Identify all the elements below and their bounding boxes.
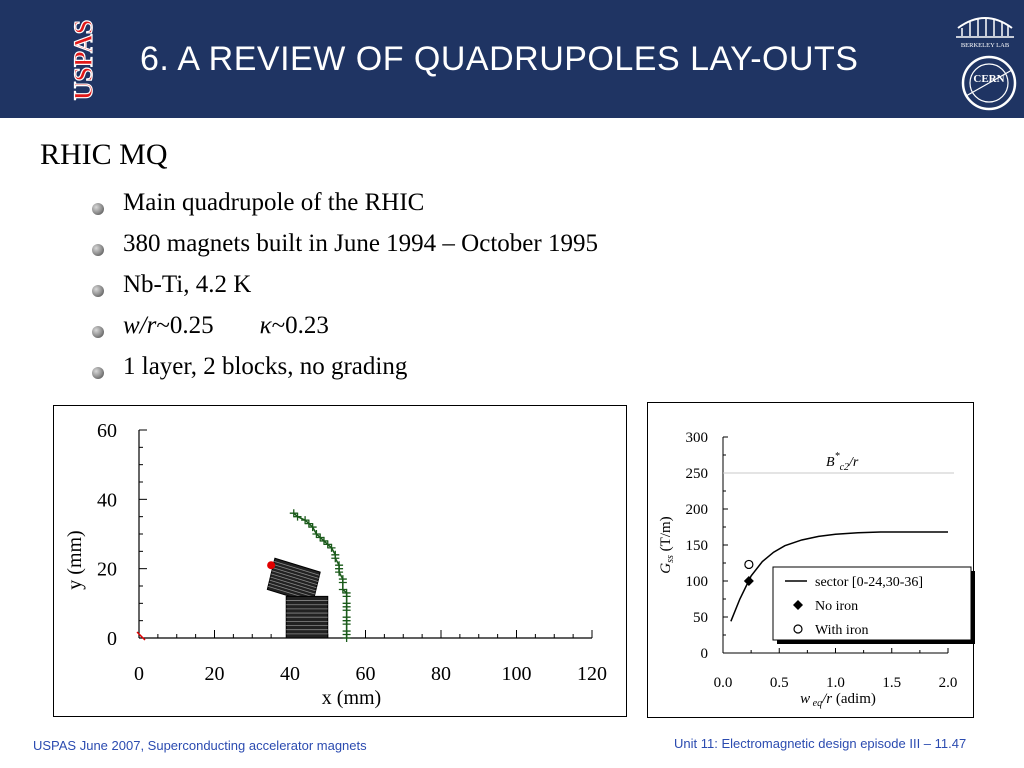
x-tick-label: 120 <box>577 663 607 685</box>
y-tick-label: 250 <box>685 466 708 482</box>
origin-marker <box>137 632 145 640</box>
iron-profile-point <box>339 579 347 587</box>
bullet-text: Nb-Ti, 4.2 K <box>123 271 252 298</box>
x-tick-label: 0.5 <box>769 675 789 691</box>
iron-profile-point <box>343 592 351 600</box>
x-tick-label: 0 <box>134 663 144 685</box>
x-tick-label: 80 <box>431 663 451 685</box>
wr-label: w/r <box>123 312 157 339</box>
y-tick-label: 60 <box>97 420 117 442</box>
legend <box>773 567 975 644</box>
bullet-text: 1 layer, 2 blocks, no grading <box>123 353 408 380</box>
y-tick-label: 150 <box>685 538 708 554</box>
series-with-iron-point <box>745 560 753 568</box>
slide-title: 6. A REVIEW OF QUADRUPOLES LAY-OUTS <box>140 40 859 78</box>
berkeley-lab-logo-text: BERKELEY LAB <box>960 42 1010 49</box>
iron-profile-point <box>343 634 351 642</box>
bullet-icon <box>92 285 104 297</box>
series-no-iron-point <box>744 576 754 586</box>
cern-logo <box>958 52 1020 114</box>
footer-unit: Unit 11: Electromagnetic design episode III – 11.47 <box>674 736 967 751</box>
x-axis-title: w $_{eq}$/r (adim) <box>800 691 876 709</box>
uspas-logo-text: USPAS <box>69 19 98 101</box>
y-tick-label: 0 <box>700 646 708 662</box>
y-tick-label: 300 <box>685 430 708 446</box>
bullet-icon <box>92 203 104 215</box>
y-axis-title: $G_{ss}$ (T/m) <box>658 516 676 574</box>
bullet-icon <box>92 326 104 338</box>
iron-profile-point <box>343 606 351 614</box>
gradient-vs-width-svg <box>648 403 973 717</box>
x-tick-label: 0.0 <box>713 675 733 691</box>
coil-block-2 <box>286 596 328 638</box>
iron-profile-point <box>335 568 343 576</box>
gradient-vs-width-chart <box>647 402 974 718</box>
coil-cross-section-chart <box>53 405 627 717</box>
legend-circle-swatch <box>794 625 802 633</box>
y-tick-label: 50 <box>693 610 708 626</box>
bullet-text-ratios <box>123 312 329 340</box>
x-tick-label: 1.0 <box>826 675 845 691</box>
cern-logo-text: CERN <box>973 73 1005 85</box>
chart-title: $B^*_{c2}/r$ <box>826 451 859 473</box>
header-bar <box>0 0 1024 118</box>
x-tick-label: 40 <box>280 663 300 685</box>
uspas-logo <box>8 10 98 110</box>
kappa-label: κ <box>259 312 272 339</box>
bullet-text: 380 magnets built in June 1994 – October 1995 <box>123 230 598 257</box>
y-tick-label: 100 <box>685 574 708 590</box>
bullet-text: Main quadrupole of the RHIC <box>123 189 425 216</box>
y-tick-label: 0 <box>107 628 117 650</box>
y-tick-label: 20 <box>97 558 117 581</box>
iron-profile-point <box>343 620 351 628</box>
x-tick-label: 2.0 <box>938 675 958 691</box>
x-tick-label: 60 <box>355 663 376 685</box>
y-tick-label: 40 <box>97 489 117 512</box>
y-axis-title: y (mm) <box>64 530 86 590</box>
bullet-icon <box>92 367 104 379</box>
legend-label: With iron <box>815 623 869 638</box>
x-tick-label: 100 <box>501 663 532 685</box>
footer-course: USPAS June 2007, Superconducting accelerator magnets <box>33 738 367 753</box>
bullet-icon <box>92 244 104 256</box>
kappa-value: ~0.23 <box>271 312 329 339</box>
berkeley-lab-logo <box>952 6 1018 50</box>
wr-value: ~0.25 <box>156 312 214 339</box>
x-tick-label: 20 <box>204 663 225 685</box>
legend-label: sector [0-24,30-36] <box>815 575 924 590</box>
coil-cross-section-svg <box>54 406 626 716</box>
highlight-point <box>267 561 275 569</box>
x-tick-label: 1.5 <box>882 675 902 691</box>
section-heading: RHIC MQ <box>40 138 168 171</box>
iron-profile-point <box>331 554 339 562</box>
x-axis-title: x (mm) <box>321 687 382 709</box>
y-tick-label: 200 <box>685 502 708 518</box>
legend-label: No iron <box>815 599 859 614</box>
